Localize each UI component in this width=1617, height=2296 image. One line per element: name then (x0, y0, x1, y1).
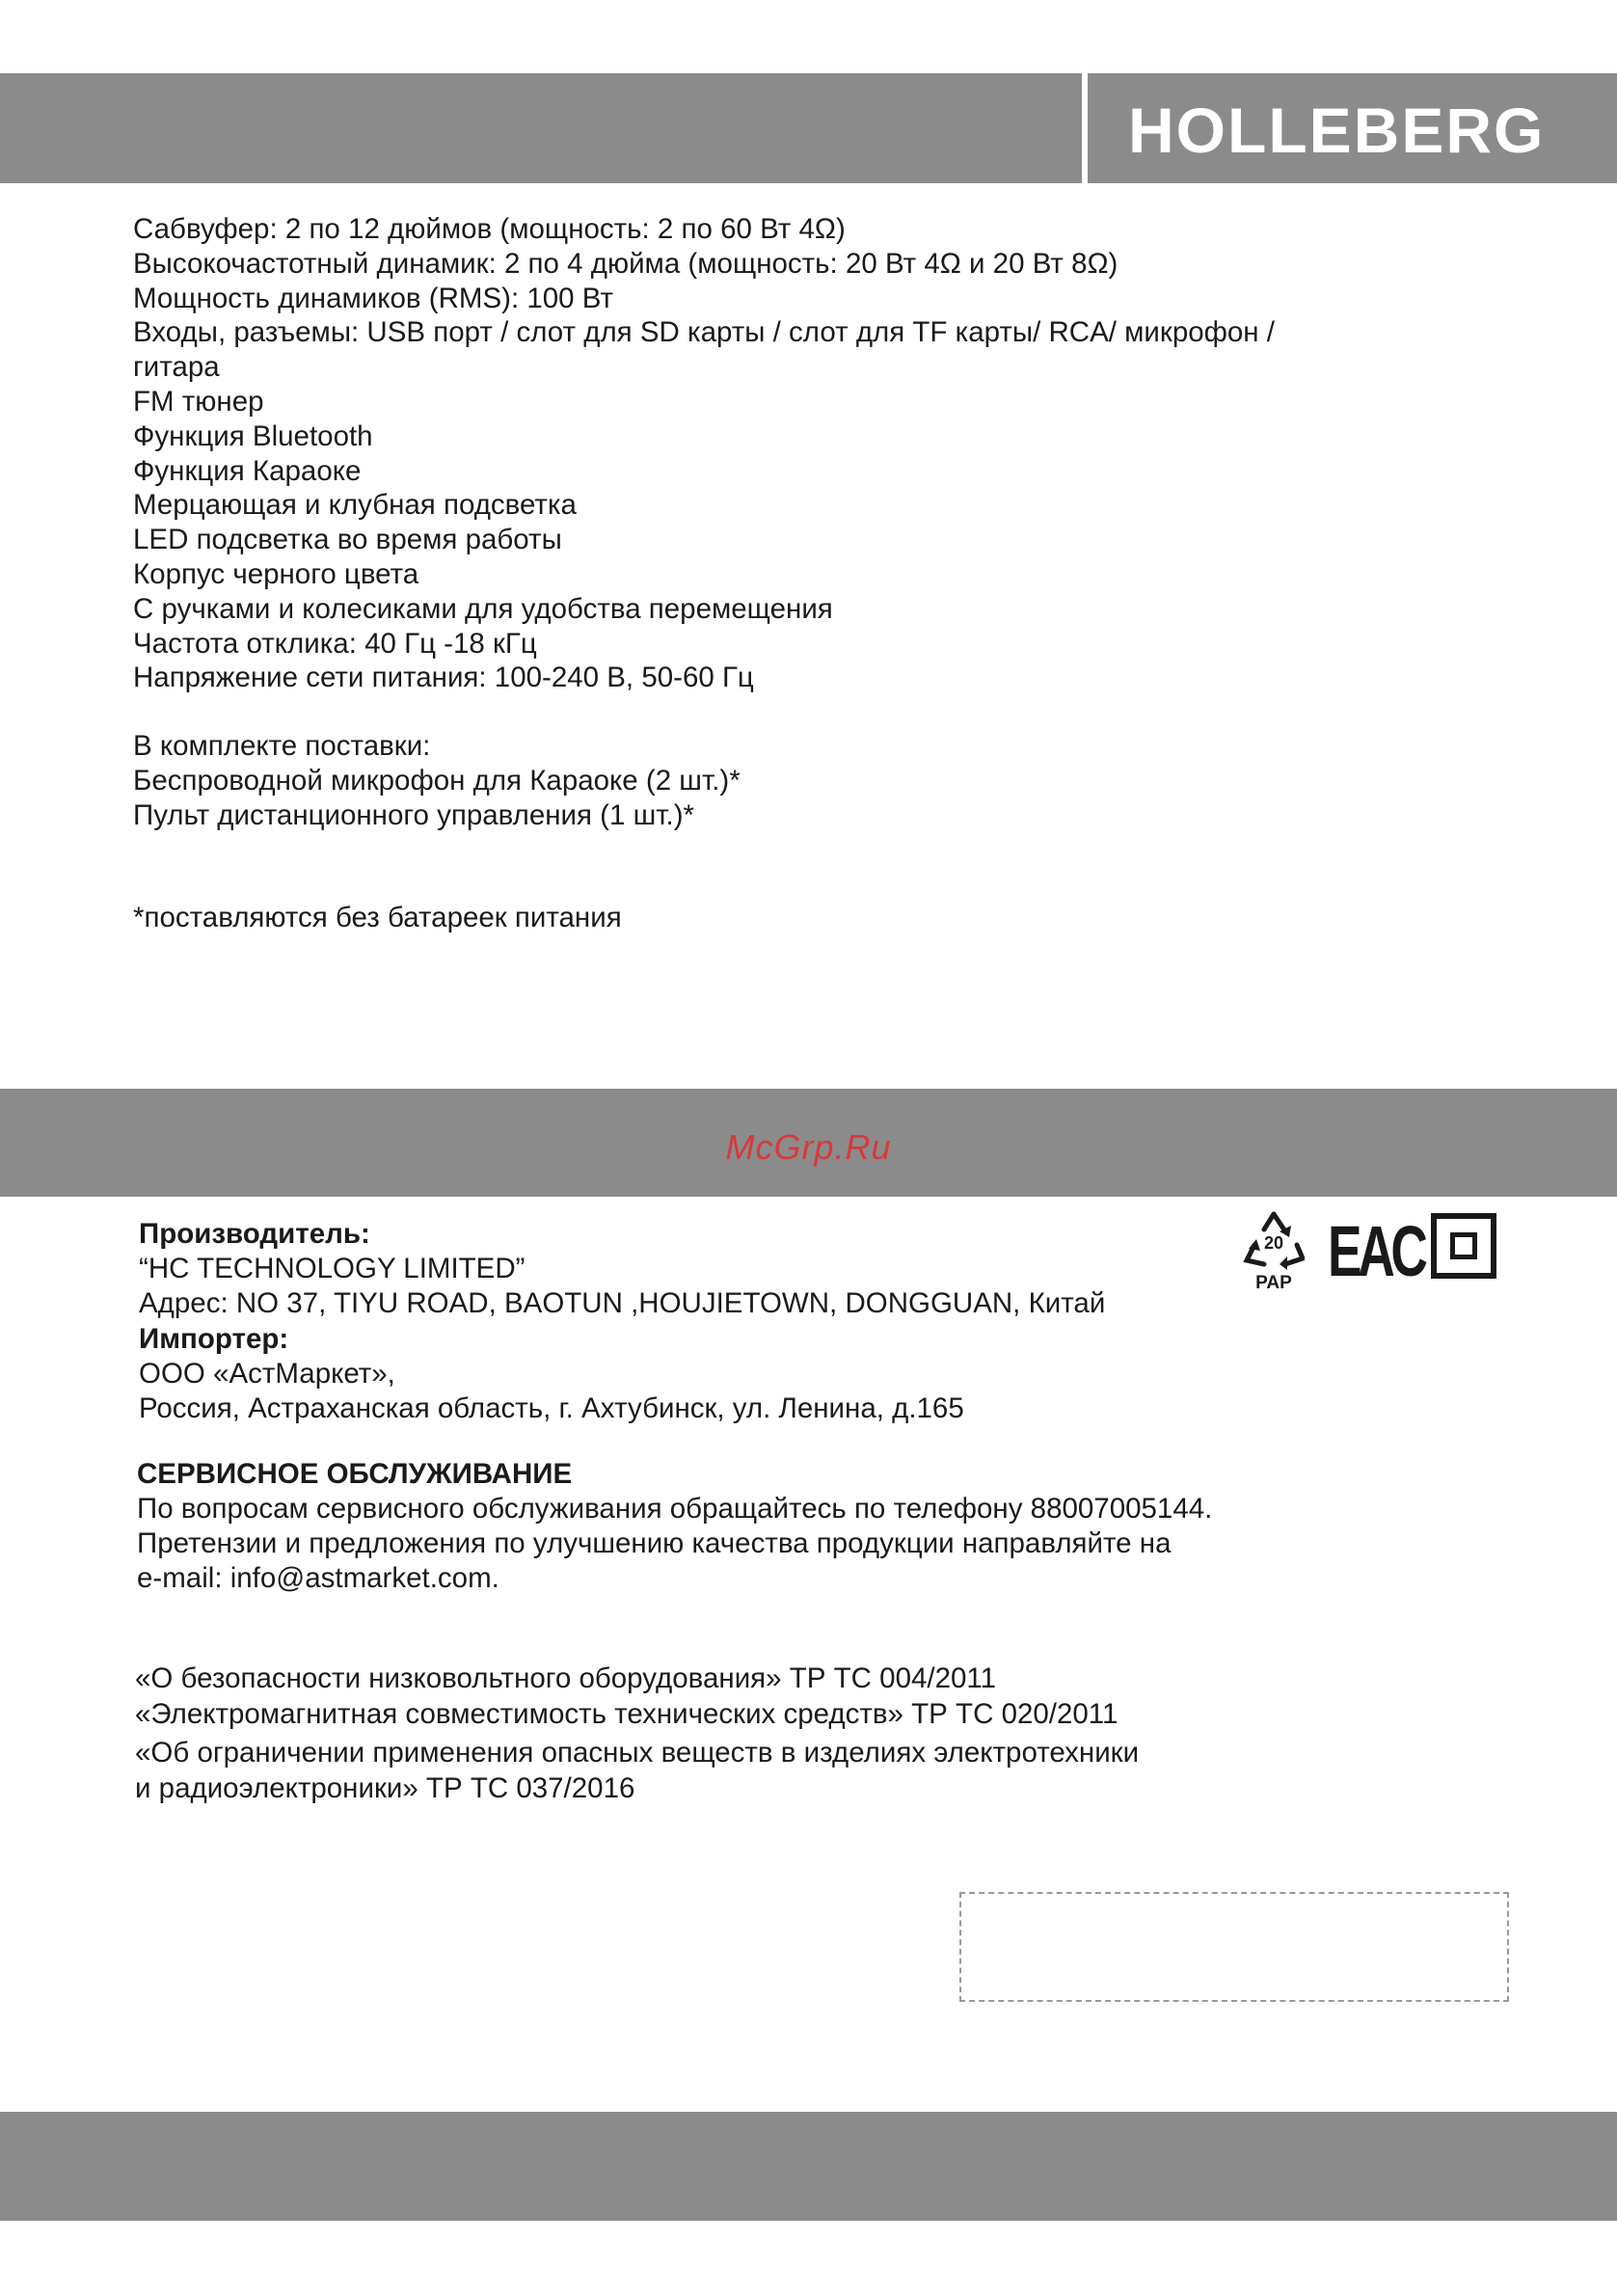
standard-line: «О безопасности низковольтного оборудования» ТР ТС 004/2011 (135, 1662, 997, 1694)
kit-item: Пульт дистанционного управления (1 шт.)* (133, 798, 695, 831)
watermark: McGrp.Ru (725, 1127, 892, 1167)
importer-label: Импортер: (139, 1322, 289, 1355)
standards-section (135, 1661, 1139, 1806)
spec-line: FM тюнер (133, 385, 264, 418)
manufacturer-label: Производитель: (139, 1218, 370, 1250)
importer-address: Россия, Астраханская область, г. Ахтубинск, ул. Ленина, д.165 (139, 1392, 964, 1425)
manufacturer-address: Адрес: NO 37, TIYU ROAD, BAOTUN ,HOUJIETOWN, DONGGUAN, Китай (139, 1287, 1106, 1320)
kit-title: В комплекте поставки: (133, 730, 431, 762)
service-title: СЕРВИСНОЕ ОБСЛУЖИВАНИЕ (137, 1458, 573, 1490)
recycle-code: PAP (1255, 1273, 1292, 1293)
double-insulation-icon (1431, 1213, 1496, 1279)
header-divider (1082, 73, 1088, 183)
spec-line: Мощность динамиков (RMS): 100 Вт (133, 282, 613, 314)
manufacturer-section (139, 1217, 1105, 1426)
spec-line: Напряжение сети питания: 100-240 В, 50-60 Гц (133, 662, 754, 694)
standard-line: и радиоэлектроники» ТР ТС 037/2016 (135, 1771, 635, 1804)
spec-line: Функция Bluetooth (133, 419, 373, 452)
standard-line: «Электромагнитная совместимость технических средств» ТР ТС 020/2011 (135, 1697, 1118, 1730)
double-insulation-inner (1450, 1232, 1477, 1259)
service-line: По вопросам сервисного обслуживания обращайтесь по телефону 88007005144. (137, 1493, 1213, 1525)
kit-item: Беспроводной микрофон для Караоке (2 шт.)* (133, 764, 741, 797)
standard-line: «Об ограничении применения опасных веществ в изделиях электротехники (135, 1737, 1140, 1769)
service-line: Претензии и предложения по улучшению качества продукции направляйте на (137, 1527, 1172, 1559)
brand-logo: HOLLEBERG (1128, 95, 1546, 166)
spec-line: Частота отклика: 40 Гц -18 кГц (133, 627, 537, 660)
footer-band (0, 2112, 1617, 2221)
recycle-number: 20 (1263, 1233, 1284, 1253)
recycle-mark (1239, 1210, 1308, 1297)
spec-line: гитара (133, 351, 220, 384)
spec-line: Корпус черного цвета (133, 557, 419, 590)
spec-line: С ручками и колесиками для удобства перемещения (133, 592, 833, 625)
spec-line: Сабвуфер: 2 по 12 дюймов (мощность: 2 по 60 Вт 4Ω) (133, 213, 846, 245)
battery-note: *поставляются без батареек питания (133, 902, 622, 933)
service-line: e-mail: info@astmarket.com. (137, 1562, 499, 1594)
spec-line: LED подсветка во время работы (133, 524, 562, 556)
label-placeholder-box (959, 1892, 1509, 2002)
certification-marks (1239, 1210, 1509, 1297)
manufacturer-name: “HC TECHNOLOGY LIMITED” (139, 1253, 526, 1285)
specs-list (133, 212, 1275, 695)
spec-line: Высокочастотный динамик: 2 по 4 дюйма (мощность: 20 Вт 4Ω и 20 Вт 8Ω) (133, 247, 1118, 280)
spec-line: Входы, разъемы: USB порт / слот для SD карты / слот для TF карты/ RCA/ микрофон / (133, 316, 1275, 349)
spec-line: Мерцающая и клубная подсветка (133, 489, 577, 522)
spec-line: Функция Караоке (133, 454, 362, 487)
eac-mark: EAC (1328, 1211, 1424, 1291)
service-section (137, 1457, 1212, 1596)
kit-section (133, 729, 741, 832)
importer-name: ООО «АстМаркет», (139, 1357, 395, 1390)
